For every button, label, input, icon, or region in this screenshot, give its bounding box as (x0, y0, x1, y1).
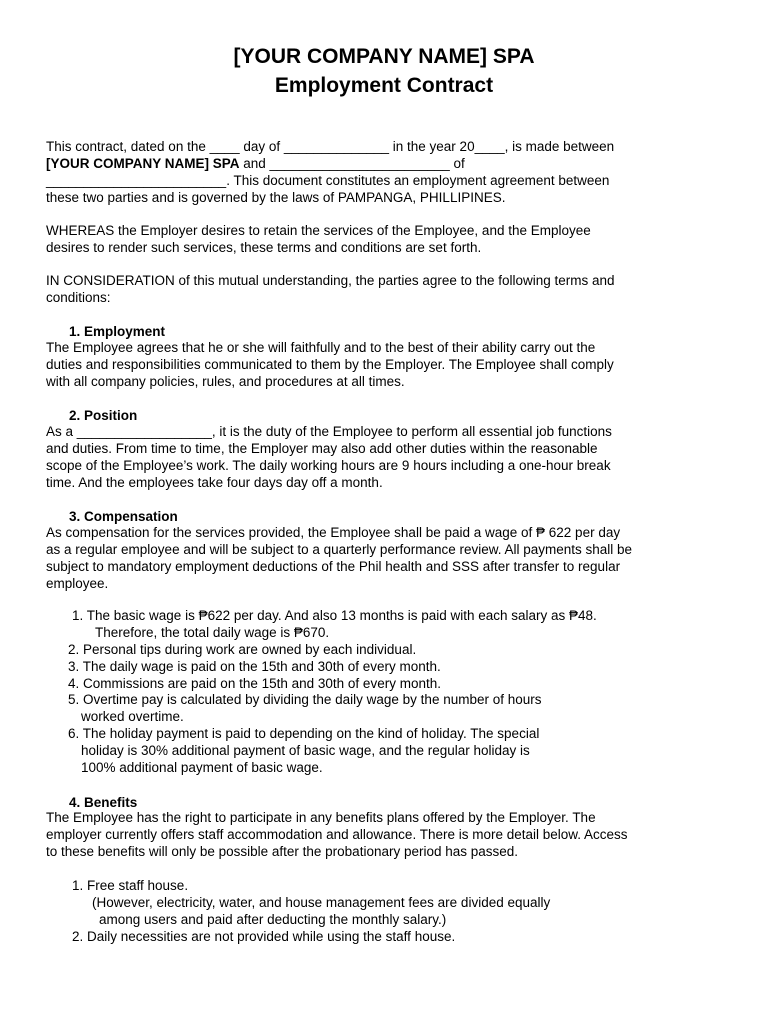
list-item-continuation: (However, electricity, water, and house management fees are divided equally (92, 894, 551, 910)
intro-paragraph (46, 139, 736, 207)
list-item-continuation: among users and paid after deducting the monthly salary.) (99, 911, 447, 927)
compensation-line: employee. (46, 575, 109, 591)
benefits-paragraph (46, 810, 736, 861)
list-item-continuation: Therefore, the total daily wage is ₱670. (95, 624, 330, 640)
list-item-continuation: 100% additional payment of basic wage. (81, 760, 323, 776)
contract-title: Employment Contract (274, 74, 494, 97)
intro-line: ________________________. This document constitutes an employment agreement between (46, 172, 610, 188)
list-item-continuation: worked overtime. (81, 709, 184, 725)
consideration-line: conditions: (46, 289, 111, 305)
compensation-paragraph (46, 525, 736, 593)
benefits-line: The Employee has the right to participate in any benefits plans offered by the Employer. The (46, 810, 596, 825)
compensation-line: as a regular employee and will be subject to a quarterly performance review. All payments shall be (46, 541, 633, 557)
compensation-line: As compensation for the services provided, the Employee shall be paid a wage of ₱ 622 per day (46, 525, 621, 540)
consideration-line: IN CONSIDERATION of this mutual understanding, the parties agree to the following terms and (46, 273, 615, 288)
position-line: As a __________________, it is the duty of the Employee to perform all essential job functions (46, 424, 612, 439)
list-item-continuation: holiday is 30% additional payment of basic wage, and the regular holiday is (81, 743, 530, 759)
list-item: 4. Commissions are paid on the 15th and 30th of every month. (68, 675, 441, 691)
employment-paragraph (46, 340, 736, 391)
section-heading-benefits: 4. Benefits (69, 795, 138, 810)
list-item: 2. Daily necessities are not provided while using the staff house. (72, 928, 456, 944)
list-item: 5. Overtime pay is calculated by dividing the daily wage by the number of hours (68, 692, 542, 708)
intro-line (46, 156, 736, 173)
list-item: 1. The basic wage is ₱622 per day. And also 13 months is paid with each salary as ₱48. (72, 608, 597, 623)
whereas-paragraph (46, 223, 736, 257)
position-line: scope of the Employee’s work. The daily working hours are 9 hours including a one-hour break (46, 457, 611, 473)
position-line: and duties. From time to time, the Employer may also add other duties within the reasonable (46, 440, 598, 456)
consideration-paragraph (46, 273, 736, 307)
compensation-list (46, 608, 736, 777)
intro-text: and ________________________ of (239, 155, 465, 171)
benefits-list (46, 878, 736, 946)
position-paragraph (46, 424, 736, 492)
section-heading-compensation: 3. Compensation (69, 509, 178, 524)
whereas-line: WHEREAS the Employer desires to retain the services of the Employee, and the Employee (46, 223, 591, 238)
whereas-line: desires to render such services, these terms and conditions are set forth. (46, 239, 482, 255)
benefits-line: employer currently offers staff accommodation and allowance. There is more detail below. Access (46, 826, 628, 842)
position-line: time. And the employees take four days day off a month. (46, 474, 383, 490)
employment-line: duties and responsibilities communicated to them by the Employer. The Employee shall comply (46, 356, 614, 372)
list-item: 3. The daily wage is paid on the 15th and 30th of every month. (68, 658, 441, 674)
list-item: 1. Free staff house. (72, 878, 189, 893)
intro-line: This contract, dated on the ____ day of ______________ in the year 20____, is made between (46, 139, 615, 154)
compensation-line: subject to mandatory employment deductions of the Phil health and SSS after transfer to regular (46, 558, 621, 574)
employment-line: with all company policies, rules, and procedures at all times. (46, 373, 405, 389)
intro-line: these two parties and is governed by the laws of PAMPANGA, PHILLIPINES. (46, 189, 506, 205)
benefits-line: to these benefits will only be possible after the probationary period has passed. (46, 843, 519, 859)
company-name: [YOUR COMPANY NAME] SPA (46, 155, 240, 171)
section-heading-employment: 1. Employment (69, 324, 166, 339)
employment-line: The Employee agrees that he or she will faithfully and to the best of their ability carry out the (46, 340, 596, 355)
company-title: [YOUR COMPANY NAME] SPA (233, 45, 535, 68)
list-item: 6. The holiday payment is paid to depending on the kind of holiday. The special (68, 726, 540, 742)
section-heading-position: 2. Position (69, 408, 138, 423)
list-item: 2. Personal tips during work are owned by each individual. (68, 641, 417, 657)
